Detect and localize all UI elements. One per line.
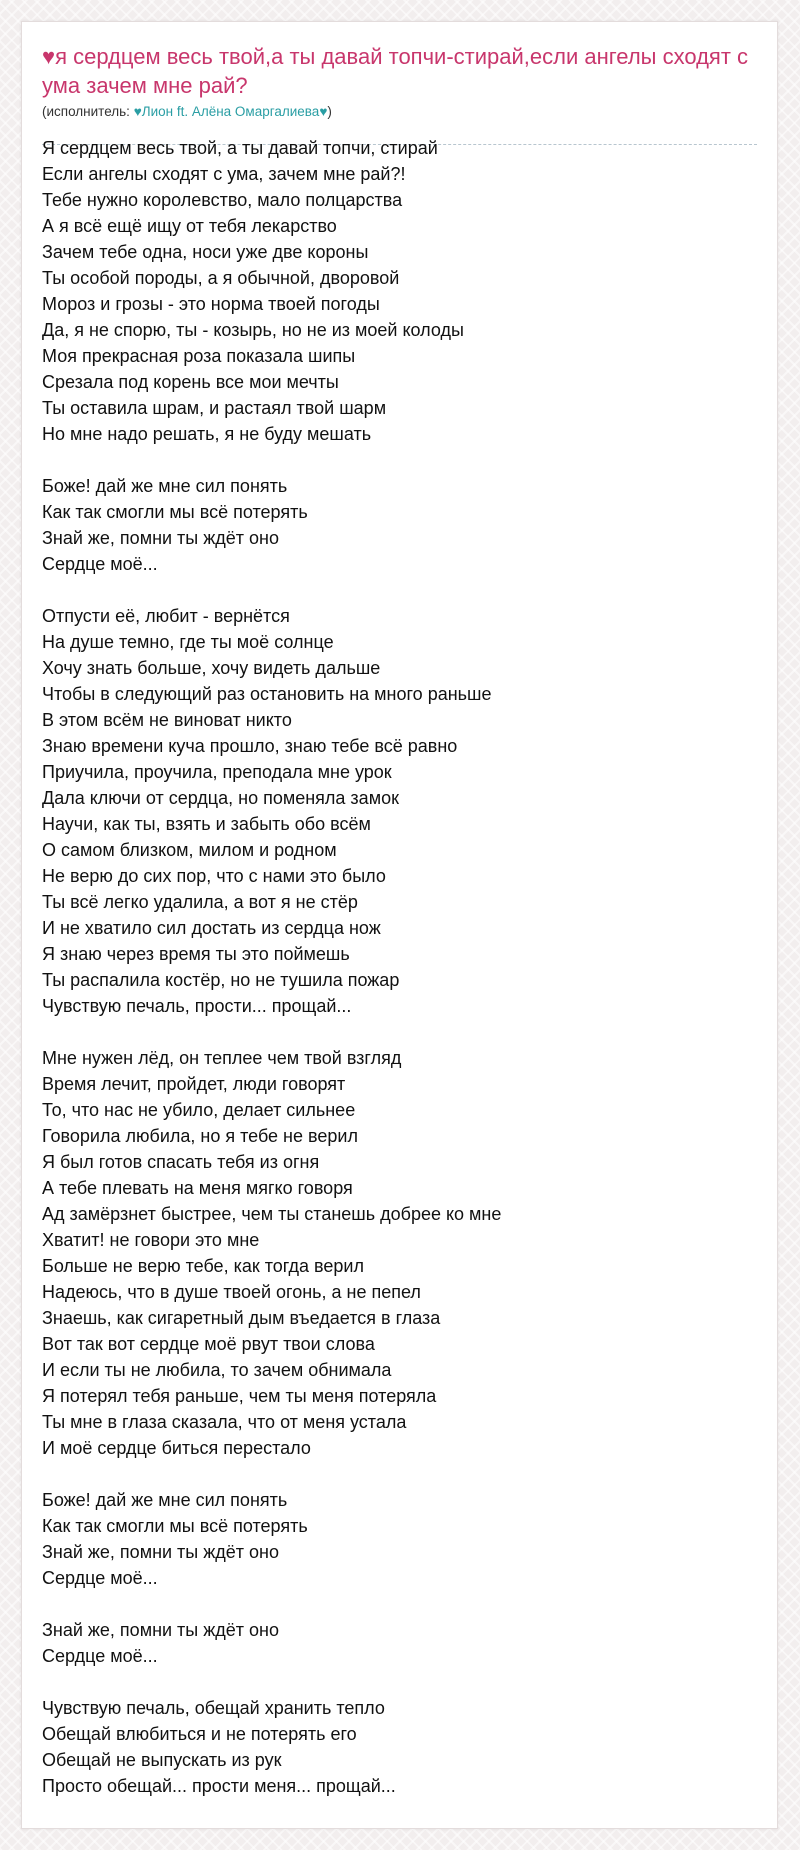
artist-prefix: (исполнитель: (42, 104, 134, 119)
lyrics-card (21, 21, 778, 1829)
song-title (42, 42, 757, 100)
artist-link[interactable]: ♥Лион ft. Алёна Омаргалиева♥ (133, 104, 328, 119)
heart-icon: ♥ (42, 44, 56, 69)
lyrics-text: Я сердцем весь твой, а ты давай топчи, стирай Если ангелы сходят с ума, зачем мне рай?! Тебе нужно королевство, мало полцарства А я всё ещё ищу от тебя лекарство Зачем тебе одна, носи уже две короны Ты особой породы, а я обычной, дворовой Мороз и грозы - это норма твоей погоды Да, я не спорю, ты - козырь, но не из моей колоды Моя прекрасная роза показала шипы Срезала под корень все мои мечты Ты оставила шрам, и растаял твой шарм Но мне надо решать, я не буду мешать Боже! дай же мне сил понять Как так смогли мы всё потерять Знай же, помни ты ждёт оно Сердце моё... Отпусти её, любит - вернётся На душе темно, где ты моё солнце Хочу знать больше, хочу видеть дальше Чтобы в следующий раз остановить на много раньше В этом всём не виноват никто Знаю времени куча прошло, знаю тебе всё равно Приучила, проучила, преподала мне урок Дала ключи от сердца, но поменяла замок Научи, как ты, взять и забыть обо всём О самом близком, милом и родном Не верю до сих пор, что с нами это было Ты всё легко удалила, а вот я не стёр И не хватило сил достать из сердца нож Я знаю через время ты это поймешь Ты распалила костёр, но не тушила пожар Чувствую печаль, прости... прощай... Мне нужен лёд, он теплее чем твой взгляд Время лечит, пройдет, люди говорят То, что нас не убило, делает сильнее Говорила любила, но я тебе не верил Я был готов спасать тебя из огня А тебе плевать на меня мягко говоря Ад замёрзнет быстрее, чем ты станешь добрее ко мне Хватит! не говори это мне Больше не верю тебе, как тогда верил Надеюсь, что в душе твоей огонь, а не пепел Знаешь, как сигаретный дым въедается в глаза Вот так вот сердце моё рвут твои слова И если ты не любила, то зачем обнимала Я потерял тебя раньше, чем ты меня потеряла Ты мне в глаза сказала, что от меня устала И моё сердце биться перестало Боже! дай же мне сил понять Как так смогли мы всё потерять Знай же, помни ты ждёт оно Сердце моё... Знай же, помни ты ждёт оно Сердце моё... Чувствую печаль, обещай хранить тепло Обещай влюбиться и не потерять его Обещай не выпускать из рук Просто обещай... прости меня... прощай... (42, 138, 502, 1796)
artist-line (42, 104, 757, 120)
song-title-text: я сердцем весь твой,а ты давай топчи-стирай,если ангелы сходят с ума зачем мне рай? (42, 44, 749, 98)
artist-suffix: ) (327, 104, 332, 119)
song-header (42, 42, 757, 120)
